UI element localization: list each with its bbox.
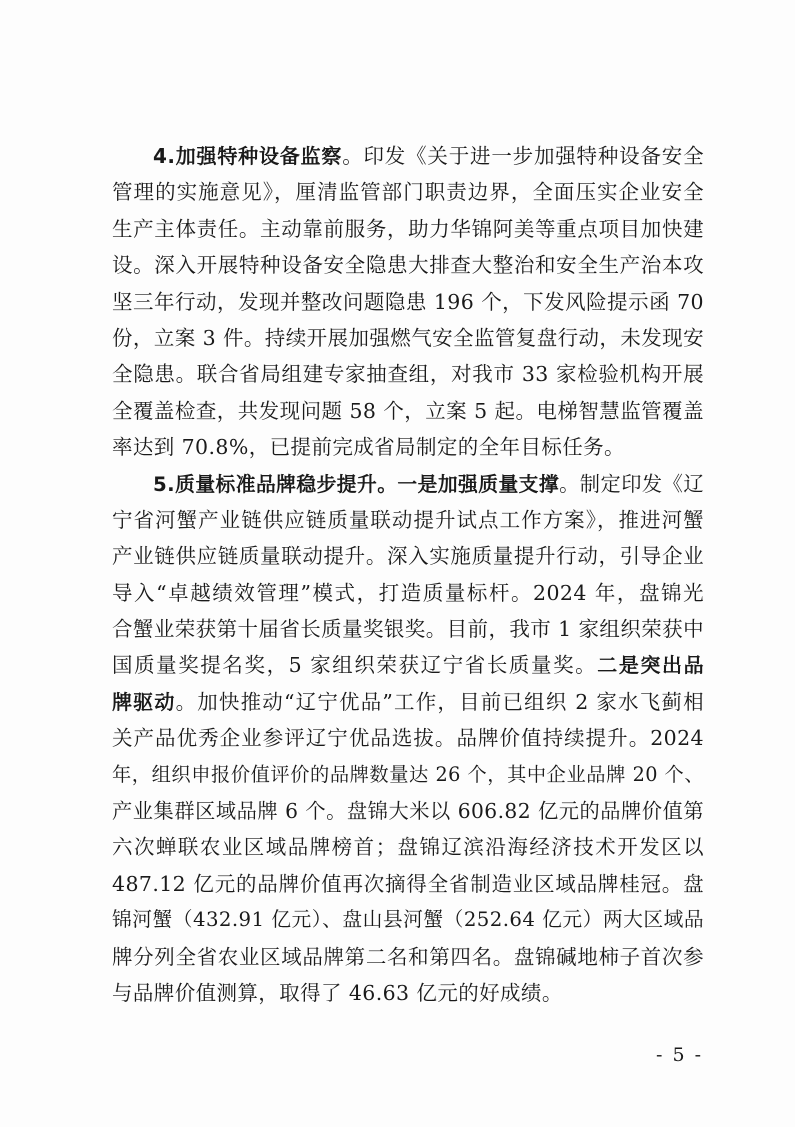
text-line: 坚三年行动，发现并整改问题隐患 196 个，下发风险提示函 70	[112, 289, 704, 314]
text-line: 年，组织申报价值评价的品牌数量达 26 个，其中企业品牌 20 个、	[112, 762, 704, 786]
text-line: 牌分列全省农业区域品牌第二名和第四名。盘锦碱地柿子首次参	[112, 944, 704, 969]
text-line: 宁省河蟹产业链供应链质量联动提升试点工作方案》，推进河蟹	[112, 507, 704, 532]
text-line: 全覆盖检查，共发现问题 58 个，立案 5 起。电梯智慧监管覆盖	[112, 398, 704, 423]
heading-inline: 5.质量标准品牌稳步提升。一是加强质量支撑	[153, 472, 560, 496]
text-line: 份，立案 3 件。持续开展加强燃气安全监管复盘行动，未发现安	[112, 325, 704, 350]
text-line: 487.12 亿元的品牌价值再次摘得全省制造业区域品牌桂冠。盘	[112, 871, 704, 896]
text-line: 5.质量标准品牌稳步提升。一是加强质量支撑。制定印发《辽	[153, 471, 704, 496]
text-line: 锦河蟹（432.91 亿元）、盘山县河蟹（252.64 亿元）两大区域品	[112, 908, 704, 932]
text-line: 产业集群区域品牌 6 个。盘锦大米以 606.82 亿元的品牌价值第	[112, 799, 704, 824]
text-line: 六次蝉联农业区域品牌榜首；盘锦辽滨沿海经济技术开发区以	[112, 835, 704, 860]
text-line: 管理的实施意见》，厘清监管部门职责边界，全面压实企业安全	[112, 180, 704, 205]
text-line: 关产品优秀企业参评辽宁优品选拔。品牌价值持续提升。2024	[112, 726, 704, 751]
body-text	[112, 138, 704, 1011]
text-line: 率达到 70.8%，已提前完成省局制定的全年目标任务。	[112, 435, 625, 460]
heading-inline: 4.加强特种设备监察	[153, 144, 343, 168]
text-line: 与品牌价值测算，取得了 46.63 亿元的好成绩。	[112, 980, 563, 1005]
text-line: 设。深入开展特种设备安全隐患大排查大整治和安全生产治本攻	[112, 253, 704, 278]
heading-inline: 二是突出品	[597, 653, 704, 678]
text-line: 牌驱动。加快推动“辽宁优品”工作，目前已组织 2 家水飞蓟相	[112, 689, 704, 714]
page-number: - 5 -	[655, 1044, 703, 1066]
text-line: 合蟹业荣获第十届省长质量奖银奖。目前，我市 1 家组织荣获中	[112, 617, 704, 642]
text-line: 4.加强特种设备监察。印发《关于进一步加强特种设备安全	[153, 144, 704, 168]
text-line: 产业链供应链质量联动提升。深入实施质量提升行动，引导企业	[112, 544, 704, 569]
text-line: 国质量奖提名奖，5 家组织荣获辽宁省长质量奖。二是突出品	[112, 653, 704, 678]
text-line: 导入“卓越绩效管理”模式，打造质量标杆。2024 年，盘锦光	[112, 580, 704, 605]
text-line: 生产主体责任。主动靠前服务，助力华锦阿美等重点项目加快建	[112, 216, 704, 241]
text-line: 全隐患。联合省局组建专家抽查组，对我市 33 家检验机构开展	[112, 362, 704, 387]
heading-inline: 牌驱动	[112, 689, 176, 714]
